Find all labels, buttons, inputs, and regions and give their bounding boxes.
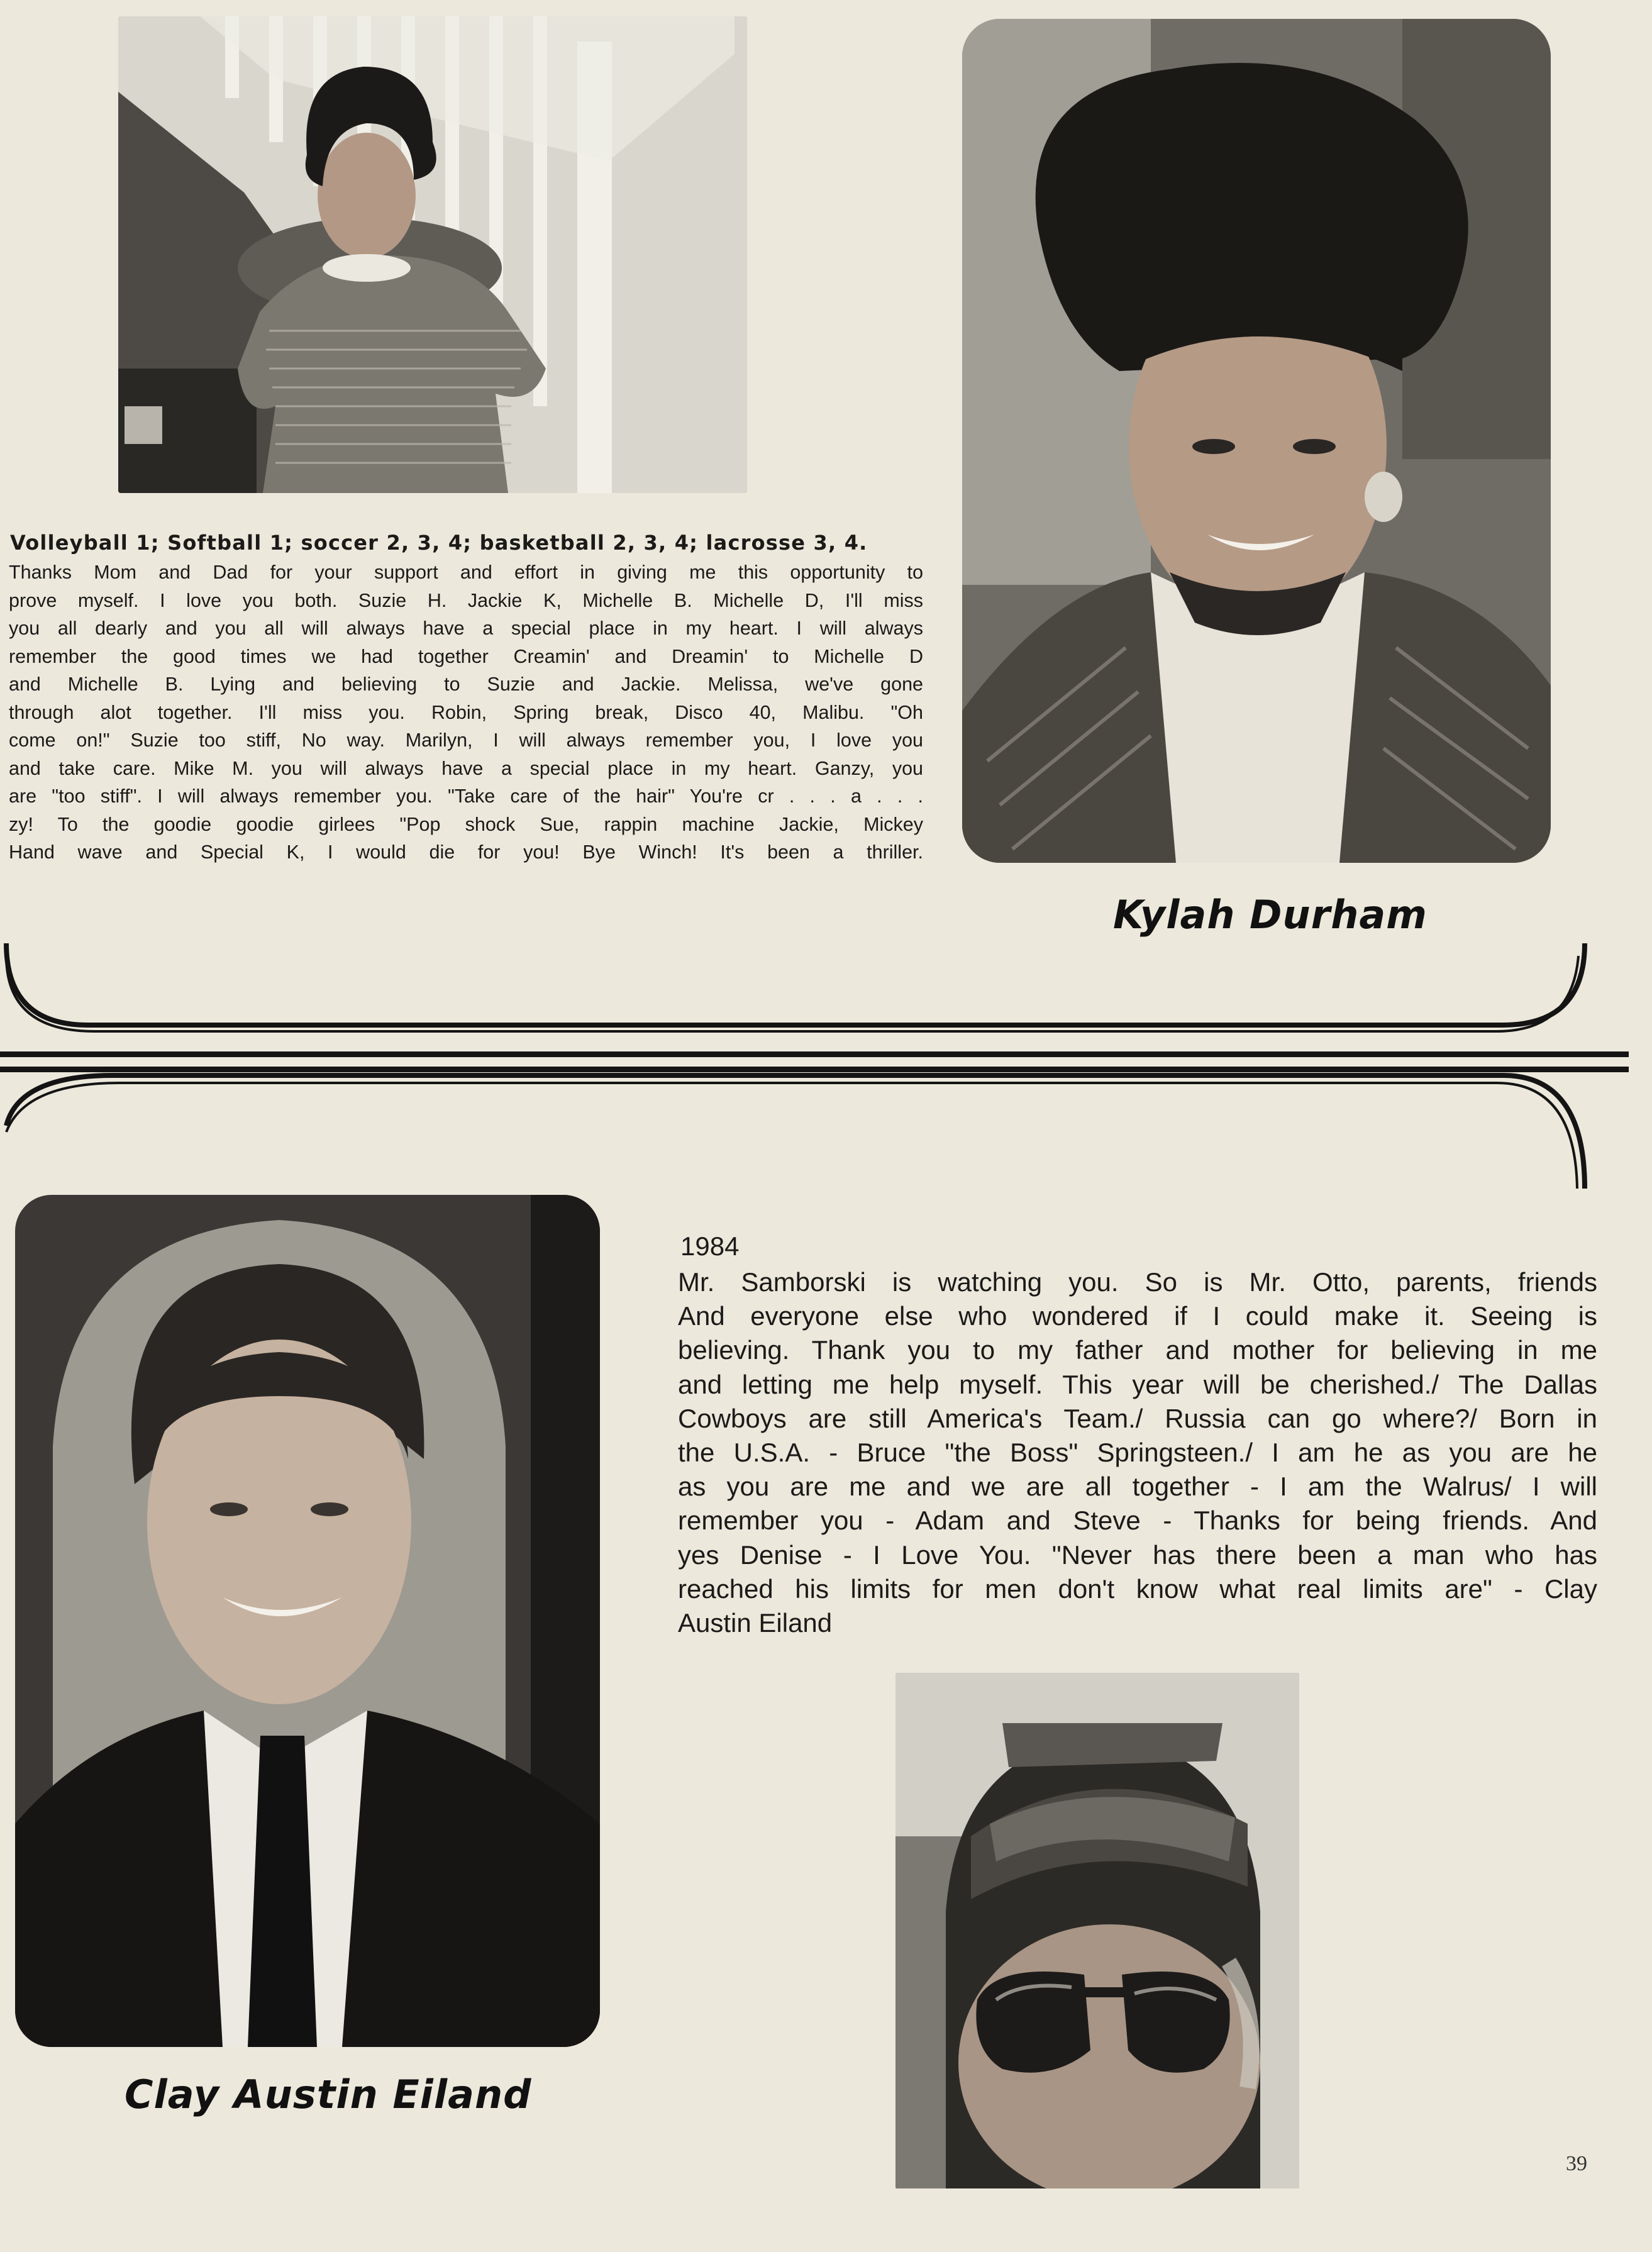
clay-bio xyxy=(678,1265,1597,1640)
activities-list: Volleyball 1; Softball 1; soccer 2, 3, 4; basketball 2, 3, 4; lacrosse 3, 4. xyxy=(10,531,868,555)
bio-line: through alot together. I'll miss you. Robin, Spring break, Disco 40, Malibu. "Oh xyxy=(9,701,923,723)
bio-line: prove myself. I love you both. Suzie H. Jackie K, Michelle B. Michelle D, I'll miss xyxy=(9,589,923,611)
student-name-kylah: Kylah Durham xyxy=(1113,892,1427,938)
kylah-candid-photo xyxy=(118,16,747,493)
page-number: 39 xyxy=(1566,2152,1587,2175)
graduation-year: 1984 xyxy=(680,1231,740,1261)
bio-line: are "too stiff". I will always remember you. "Take care of the hair" You're cr . . . a . . . xyxy=(9,785,923,807)
bio-line: believing. Thank you to my father and mother for believing in me xyxy=(678,1335,1597,1365)
bio-line: Austin Eiland xyxy=(678,1608,833,1638)
bio-line: you all dearly and you all will always have a special place in my heart. I will always xyxy=(9,618,923,639)
bio-line: And everyone else who wondered if I could make it. Seeing is xyxy=(678,1301,1597,1331)
bio-line: the U.S.A. - Bruce "the Boss" Springsteen./ I am he as you are he xyxy=(678,1438,1597,1468)
student-name-clay: Clay Austin Eiland xyxy=(125,2072,532,2117)
bio-line: remember the good times we had together Creamin' and Dreamin' to Michelle D xyxy=(9,645,923,667)
bio-line: Cowboys are still America's Team./ Russia can go where?/ Born in xyxy=(678,1403,1597,1433)
bio-line: Thanks Mom and Dad for your support and effort in giving me this opportunity to xyxy=(9,562,923,583)
bio-line: zy! To the goodie goodie girlees "Pop shock Sue, rappin machine Jackie, Mickey xyxy=(9,813,923,835)
clay-portrait-photo xyxy=(15,1195,600,2047)
bio-line: and take care. Mike M. you will always have a special place in my heart. Ganzy, you xyxy=(9,757,923,779)
bio-line: yes Denise - I Love You. "Never has there been a man who has xyxy=(678,1539,1597,1570)
bio-line: Hand wave and Special K, I would die for you! Bye Winch! It's been a thriller. xyxy=(9,841,923,863)
kylah-bio xyxy=(9,558,923,867)
bio-line: remember you - Adam and Steve - Thanks for being friends. And xyxy=(678,1506,1597,1536)
bio-line: and letting me help myself. This year will be cherished./ The Dallas xyxy=(678,1369,1597,1399)
kylah-portrait-photo xyxy=(962,19,1551,863)
section-divider xyxy=(0,943,1652,1195)
bio-line: as you are me and we are all together - I am the Walrus/ I will xyxy=(678,1472,1597,1502)
bio-line: and Michelle B. Lying and believing to Suzie and Jackie. Melissa, we've gone xyxy=(9,674,923,695)
bio-line: Mr. Samborski is watching you. So is Mr. Otto, parents, friends xyxy=(678,1267,1597,1297)
bio-line: come on!" Suzie too stiff, No way. Marilyn, I will always remember you, I love you xyxy=(9,729,923,751)
bio-line: reached his limits for men don't know what real limits are" - Clay xyxy=(678,1573,1597,1604)
clay-goggles-photo xyxy=(895,1673,1299,2188)
